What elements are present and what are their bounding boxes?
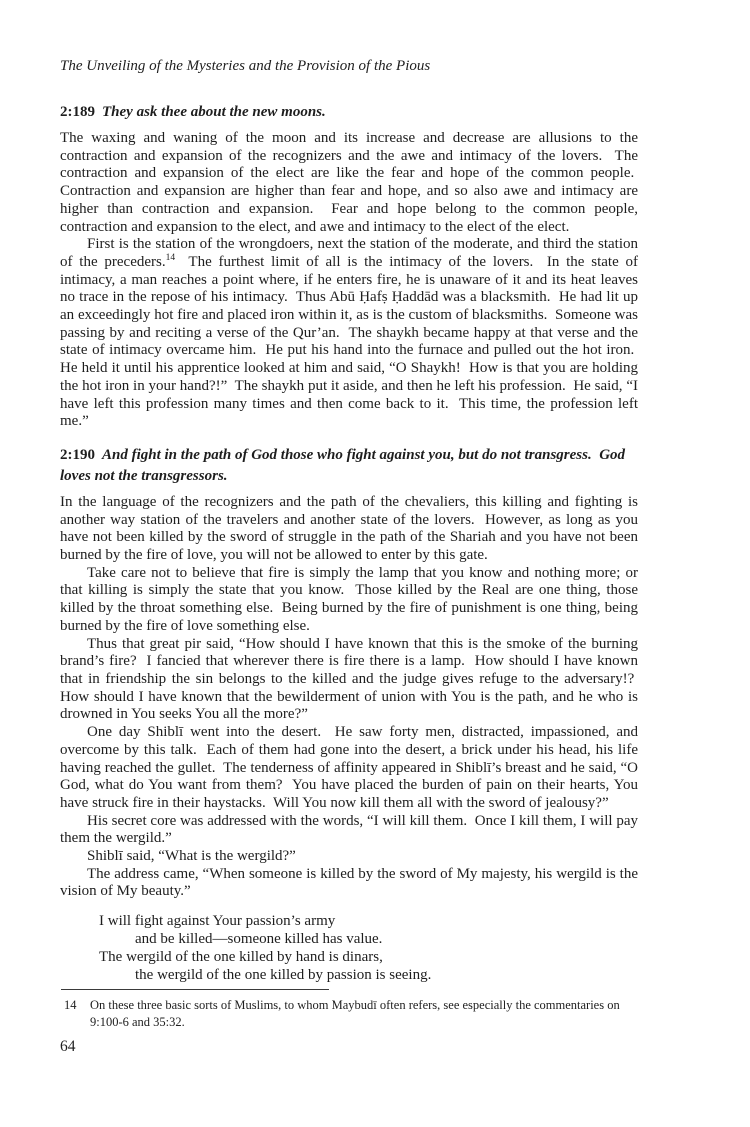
poem-line: and be killed—someone killed has value.: [135, 931, 383, 948]
paragraph-stations: [60, 236, 638, 431]
poem-line: The wergild of the one killed by hand is dinars,: [99, 949, 383, 966]
verse-heading-2-189: [60, 102, 638, 123]
paragraph-language-of-recognizers: In the language of the recognizers and the path of the chevaliers, this killing and fighting is another way station of the travelers and another state of the lovers. However, as long as you have not been killed by the sword of struggle in the path of the Shariah and you have not been burned by the fire of love, you will not be allowed to enter by this gate.: [60, 493, 638, 564]
section-2-190: [60, 445, 638, 984]
verse-number: 2:189: [60, 104, 95, 120]
paragraph-shibli-desert: One day Shiblī went into the desert. He saw forty men, distracted, impassioned, and overcome by this talk. Each of them had gone into the desert, a brick under his head, his life having reached the gullet. The tenderness of affinity appeared in Shiblī’s breast and he said, “O God, what do You want from them? You have placed the burden of pain on their hearts, You have struck fire in their haystacks. Will You now kill them all with the sword of jealousy?”: [60, 724, 638, 811]
footnote-separator: [61, 989, 329, 990]
footnote-14: [60, 997, 638, 1030]
paragraph-address-came: The address came, “When someone is killed by the sword of My majesty, his wergild is the vision of My beauty.”: [60, 865, 638, 900]
page-number: 64: [60, 1038, 76, 1055]
section-2-189: [60, 102, 638, 431]
poem-line: the wergild of the one killed by passion is seeing.: [135, 967, 432, 984]
poem-block: [99, 912, 638, 984]
paragraph-great-pir: Thus that great pir said, “How should I have known that this is the smoke of the burning brand’s fire? I fancied that wherever there is fire there is a lamp. How should I have known that in friendship the sin belongs to the killed and the judge gives refuge to the adversary!? How should I have known that the bewilderment of union with You is the path, and he who is drowned in You seeks You all the more?”: [60, 635, 638, 723]
verse-number: 2:190: [60, 446, 95, 463]
paragraph-secret-core: His secret core was addressed with the words, “I will kill them. Once I kill them, I will pay them the wergild.”: [60, 812, 638, 847]
paragraph-text-after-ref: The furthest limit of all is the intimacy of the lovers. In the state of intimacy, a man reaches a point where, if he enters fire, he is unaware of it and its heat leaves no trace in the repose of his intimacy. Thus Abū Ḥafṣ Ḥaddād was a blacksmith. He had lit up an exceedingly hot fire and placed iron within it, as is the custom of blacksmiths. Someone was passing by and reciting a verse of the Qur’an. The shaykh became happy at that verse and the state of intimacy overcame him. He put his hand into the furnace and pulled out the hot iron. He held it until his apprentice looked at him and said, “O Shaykh! How is that you are holding the hot iron in your hand?!” The shaykh put it aside, and then he left his profession. He said, “I have left this profession many times and then come back to it. This time, the profession left me.”: [60, 253, 639, 430]
paragraph-take-care: Take care not to believe that fire is simply the lamp that you know and nothing more; or that killing is simply the state that you know. Those killed by the Real are one thing, those killed by the throat something else. Being burned by the fire of punishment is one thing, being burned by the fire of love something else.: [60, 564, 638, 634]
footnote-text: On these three basic sorts of Muslims, to whom Maybudī often refers, see especially the commentaries on 9:100-6 and 35:32.: [90, 998, 620, 1029]
verse-heading-2-190: [60, 445, 638, 487]
footnote-ref-14: 14: [165, 252, 176, 263]
paragraph-waxing-waning: The waxing and waning of the moon and its increase and decrease are allusions to the contraction and expansion of the recognizers and the awe and intimacy of the lovers. The contraction and expansion of the elect are like the fear and hope of the common people. Contraction and expansion are higher than fear and hope, and so also awe and intimacy are higher than contraction and expansion. Fear and hope belong to the common people, contraction and expansion to the elect, and awe and intimacy to the elect of the elect.: [60, 130, 638, 235]
verse-quote: They ask thee about the new moons.: [102, 104, 326, 120]
footnote-number: 14: [64, 998, 77, 1012]
verse-quote: And fight in the path of God those who fight against you, but do not transgress. God loves not the transgressors.: [60, 446, 626, 484]
paragraph-shibli-question: Shiblī said, “What is the wergild?”: [87, 848, 296, 865]
paragraph-text-before-ref: First is the station of the wrongdoers, next the station of the moderate, and third the station of the preceders.: [60, 236, 638, 270]
footnote-area: [60, 989, 638, 1030]
running-header: The Unveiling of the Mysteries and the Provision of the Pious: [60, 58, 431, 74]
poem-line: I will fight against Your passion’s army: [99, 913, 336, 930]
text-column: [60, 57, 638, 984]
